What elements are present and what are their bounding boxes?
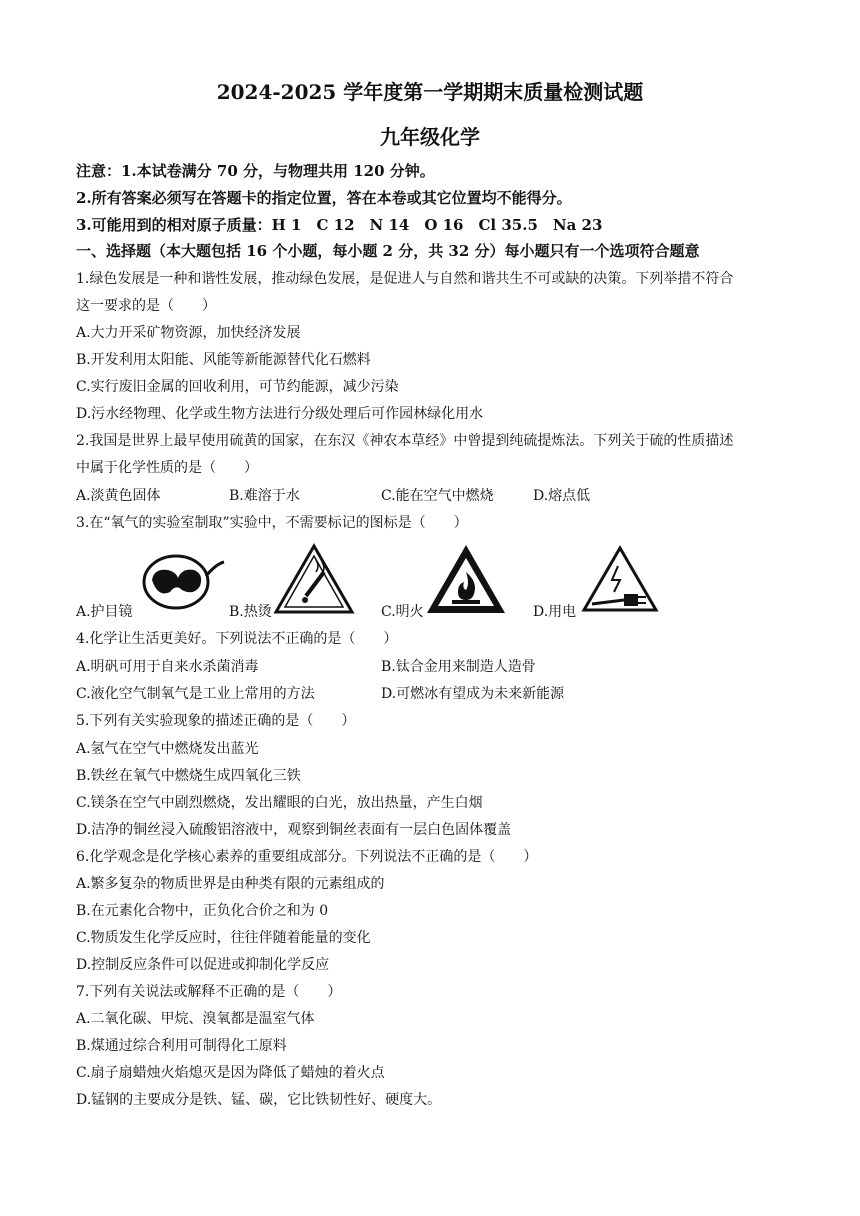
q3-option-a: A.护目镜 <box>76 604 133 620</box>
q5-option-a: A.氢气在空气中燃烧发出蓝光 <box>76 741 259 757</box>
q3-option-c: C.明火 <box>381 604 424 620</box>
q1-option-c: C.实行废旧金属的回收利用，可节约能源，减少污染 <box>76 379 399 395</box>
note-line-1: 注意：1.本试卷满分 70 分，与物理共用 120 分钟。 <box>76 162 435 180</box>
q6-option-a: A.繁多复杂的物质世界是由种类有限的元素组成的 <box>76 876 385 892</box>
q2-option-a: A.淡黄色固体 <box>76 488 161 504</box>
q1-stem-line-1: 1.绿色发展是一种和谐性发展，推动绿色发展，是促进人与自然和谐共生不可或缺的决策。下列举措不符合 <box>76 271 734 287</box>
q2-stem-line-2: 中属于化学性质的是（ ） <box>76 460 258 476</box>
exam-title: 2024-2025 学年度第一学期期末质量检测试题 <box>216 80 644 104</box>
q6-stem: 6.化学观念是化学核心素养的重要组成部分。下列说法不正确的是（ ） <box>76 849 538 865</box>
q3-stem: 3.在“氧气的实验室制取”实验中，不需要标记的图标是（ ） <box>76 515 468 531</box>
open-flame-icon <box>424 542 508 616</box>
q2-option-d: D.熔点低 <box>533 488 591 504</box>
note-line-3: 3.可能用到的相对原子质量：H 1 C 12 N 14 O 16 Cl 35.5 Na 23 <box>76 216 603 234</box>
q1-option-d: D.污水经物理、化学或生物方法进行分级处理后可作园林绿化用水 <box>76 406 484 422</box>
q1-stem-line-2: 这一要求的是（ ） <box>76 298 216 314</box>
q1-option-a: A.大力开采矿物资源，加快经济发展 <box>76 325 301 341</box>
q7-option-d: D.锰钢的主要成分是铁、锰、碳，它比铁韧性好、硬度大。 <box>76 1092 442 1108</box>
q6-option-d: D.控制反应条件可以促进或抑制化学反应 <box>76 957 330 973</box>
q3-option-b: B.热烫 <box>229 604 272 620</box>
q7-option-c: C.扇子扇蜡烛火焰熄灭是因为降低了蜡烛的着火点 <box>76 1065 385 1081</box>
q6-option-b: B.在元素化合物中，正负化合价之和为 0 <box>76 903 329 919</box>
section-heading: 一、选择题（本大题包括 16 个小题，每小题 2 分，共 32 分）每小题只有一个选项符合题意 <box>76 242 700 260</box>
hot-surface-icon <box>272 542 356 616</box>
q5-option-c: C.镁条在空气中剧烈燃烧，发出耀眼的白光，放出热量，产生白烟 <box>76 795 483 811</box>
q1-option-b: B.开发利用太阳能、风能等新能源替代化石燃料 <box>76 352 371 368</box>
note-line-2: 2.所有答案必须写在答题卡的指定位置，答在本卷或其它位置均不能得分。 <box>76 189 572 207</box>
goggles-icon <box>138 544 226 614</box>
q5-option-d: D.洁净的铜丝浸入硫酸铝溶液中，观察到铜丝表面有一层白色固体覆盖 <box>76 822 512 838</box>
q2-stem-line-1: 2.我国是世界上最早使用硫黄的国家，在东汉《神农本草经》中曾提到纯硫提炼法。下列关于硫的性质描述 <box>76 433 734 449</box>
q7-option-b: B.煤通过综合利用可制得化工原料 <box>76 1038 287 1054</box>
q4-option-a: A.明矾可用于自来水杀菌消毒 <box>76 659 259 675</box>
q4-stem: 4.化学让生活更美好。下列说法不正确的是（ ） <box>76 631 398 647</box>
exam-subtitle: 九年级化学 <box>380 125 480 149</box>
q4-option-d: D.可燃冰有望成为未来新能源 <box>381 686 565 702</box>
q5-option-b: B.铁丝在氧气中燃烧生成四氧化三铁 <box>76 768 301 784</box>
q7-stem: 7.下列有关说法或解释不正确的是（ ） <box>76 984 342 1000</box>
electricity-icon <box>574 544 660 616</box>
q2-option-c: C.能在空气中燃烧 <box>381 488 494 504</box>
q6-option-c: C.物质发生化学反应时，往往伴随着能量的变化 <box>76 930 371 946</box>
q4-option-c: C.液化空气制氧气是工业上常用的方法 <box>76 686 315 702</box>
q5-stem: 5.下列有关实验现象的描述正确的是（ ） <box>76 713 356 729</box>
q4-option-b: B.钛合金用来制造人造骨 <box>381 659 536 675</box>
q2-option-b: B.难溶于水 <box>229 488 300 504</box>
q3-option-d: D.用电 <box>533 604 577 620</box>
q7-option-a: A.二氧化碳、甲烷、溴氧都是温室气体 <box>76 1011 315 1027</box>
